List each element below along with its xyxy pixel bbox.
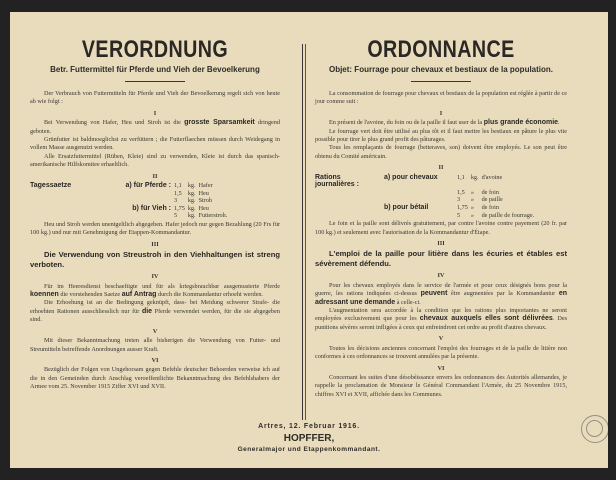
unit: kg. (187, 204, 196, 212)
french-s4-p1 (315, 282, 567, 307)
item: Heu (198, 189, 209, 197)
ration-group-b: b) pour bétail (384, 204, 429, 212)
ration-group-a: a) für Pferde : (125, 182, 171, 190)
item: Heu (198, 204, 209, 212)
emphasis: grosste Sparsamkeit (184, 119, 255, 127)
emphasis: koennen (30, 291, 59, 299)
french-s1-p3: Tous les remplaçants de fourrage (betteraves, son) doivent être employés. Le son peut être obtenu du Comité américain. (315, 144, 567, 160)
text: Pferde verwendet werden, für die sie abgegeben sind. (30, 307, 280, 324)
german-s1-p2: Grünfutter ist baldmoeglichst zu verfüttern ; die Futterflaechen müssen durch Weidegang in vollem Masse ausgenutzt werden. (30, 136, 280, 152)
section-number: I (439, 109, 443, 117)
french-s2-p1: Le foin et la paille sont délivrés gratuitement, par contre l'avoine contre payement (20 fr. par 100 kg.) et seulement avec l'autorisation de la Kommandantur d'Étape. (315, 220, 567, 236)
french-s3-text: L'emploi de la paille pour litière dans les écuries et étables est sévèrement défendu. (315, 249, 567, 269)
unit: kg. (187, 182, 196, 190)
signatory-rank: Generalmajor und Etappenkommandant. (237, 446, 381, 453)
text: Die Erhoehung ist an die Bedingung geknüpft, dass- bei Meidung schwerer Strafe- die erhoehten Rationen ausschliesslich nur für (30, 299, 280, 315)
french-s4-p2 (315, 307, 567, 332)
german-s1-p1 (30, 119, 280, 136)
ration-label: Tagessaetze (30, 182, 72, 190)
text: En présent de l'avoine, du foin ou de la paille il faut user de la (329, 119, 484, 127)
french-column (315, 30, 567, 399)
signatory-name: HOPFFER, (283, 433, 335, 444)
german-ration-table (30, 182, 230, 220)
section-number: VI (151, 356, 159, 364)
place-date: Artres, 12. Februar 1916. (258, 423, 360, 430)
german-column (30, 30, 280, 392)
divider-rule (411, 81, 471, 82)
unit: kg. (187, 197, 196, 205)
text: . Des punitions sévères seront infligées à ceux qui enfreindront cet ordre au profit d'autres chevaux. (315, 315, 568, 331)
poster-sheet (10, 12, 608, 468)
text: à celle-ci. (395, 298, 421, 306)
item: de paille (481, 196, 503, 204)
ration-group-a: a) pour chevaux (384, 173, 438, 181)
text: . (558, 119, 560, 127)
french-s1-p1 (315, 119, 567, 127)
german-subtitle: Betr. Futtermittel für Pferde und Vieh der Bevoelkerung (50, 65, 260, 74)
section-number: V (438, 335, 444, 343)
qty: 5 (174, 212, 178, 220)
german-s1-p3: Alle Ersatzfuttermittel (Rüben, Kleie) sind zu verwenden, Kleie ist durch das spanisch-amerikanische Hilfskomitee erhaeltlich. (30, 152, 280, 169)
item: de paille de fourrage. (481, 211, 535, 219)
section-number: IV (437, 272, 445, 280)
column-divider (302, 44, 306, 420)
ration-group-b: b) für Vieh : (132, 204, 171, 212)
qty: 1,1 (457, 173, 465, 181)
emphasis: chevaux auxquels elles sont délivrées (419, 315, 553, 323)
qty: 1,5 (174, 189, 182, 197)
german-s4-p1 (30, 283, 280, 300)
french-s1-p2: Le fourrage vert doit être utilisé au plus tôt et il faut mettre les bestiaux en pâture le plus vite possible pour tirer le plus grand profit des pâturages. (315, 127, 567, 144)
qty: 1,1 (174, 182, 182, 190)
section-number: VI (437, 364, 445, 372)
emphasis: peuvent (420, 290, 448, 298)
german-s6-text: Bezüglich der Folgen von Ungehorsam gegen Befehle deutscher Behoerden verweise ich auf die in den Gemeinden durch Anschlag veroeffentlichte Bekanntmachung des Befehlshabers der Armee vom 25. November 1915 Ziffer XVI und XVII. (30, 366, 280, 391)
french-subtitle: Objet: Fourrage pour chevaux et bestiaux de la population. (328, 65, 554, 74)
qty: 5 (457, 211, 461, 219)
section-number: V (152, 327, 158, 335)
text: être augmentées par la Kommandantur (447, 290, 559, 298)
section-number: II (152, 172, 158, 180)
section-number: II (438, 164, 444, 172)
german-title: VERORDNUNG (81, 36, 229, 63)
unit: kg. (187, 212, 196, 220)
item: Futterstroh. (198, 212, 228, 220)
german-s4-p2 (30, 299, 280, 324)
qty: 1,5 (457, 188, 465, 196)
text: die vorstehenden Saetze (58, 291, 122, 299)
item: Stroh (198, 197, 212, 205)
ration-label: Rations journalières : (315, 173, 359, 189)
qty: 1,75 (174, 204, 185, 212)
qty: 3 (174, 197, 178, 205)
unit: kg. (187, 189, 196, 197)
french-s6-text: Concernant les suites d'une désobéissance envers les ordonnances des Autorités allemandes, je rappelle la proclamation de Monsieur le Général Commandant l'Armée, du 25 Novembre 1915, chiffres XVI et XVII, affichée dans les Communes. (315, 373, 567, 398)
unit: » (470, 211, 474, 219)
section-number: III (151, 240, 159, 248)
unit: » (470, 204, 474, 212)
text: Für im Heeresdienst beschaeftigte und für als kriegsbrauchbar ausgemusterte Pferde (44, 282, 280, 290)
text: Pour les chevaux employés dans le service de l'armée et pour ceux désignés bons pour la guerre, les rations indiquées ci-dessus (315, 281, 567, 298)
item: de foin (481, 188, 499, 196)
unit: » (470, 188, 474, 196)
section-number: III (437, 240, 445, 248)
item: de foin (481, 204, 499, 212)
french-ration-table (315, 174, 537, 220)
text: L'augmentation sera accordée à la condition que les rations plus importantes ne seront employées exclusivement que pour les (315, 307, 567, 323)
emphasis: en adressant une demande (315, 290, 567, 306)
text: Bei Verwendung von Hafer, Heu und Stroh ist die (44, 119, 185, 127)
divider-rule (125, 81, 185, 82)
qty: 1,75 (457, 204, 468, 212)
section-number: IV (151, 273, 159, 281)
german-s5-text: Mit dieser Bekanntmachung treten alle bisherigen die Verwendung von Futter- und Streumitteln betreffende Anordnungen ausser Kraft. (30, 337, 280, 353)
emphasis: auf Antrag (121, 291, 157, 299)
french-intro: La consommation de fourrage pour chevaux et bestiaux de la population est réglée à partir de ce jour comme suit : (315, 90, 567, 106)
unit: » (470, 196, 474, 204)
qty: 3 (457, 196, 461, 204)
german-intro: Der Verbrauch von Futtermitteln für Pferde und Vieh der Bevoelkerung regelt sich von heute ab wie folgt : (30, 90, 280, 106)
unit: kg. (470, 173, 479, 181)
item: Hafer (198, 182, 213, 190)
text: dringend geboten. (30, 119, 280, 135)
section-number: I (153, 109, 157, 117)
text: durch die Kommandantur erhoeht werden. (156, 291, 263, 299)
emphasis: plus grande économie (483, 119, 559, 127)
french-s5-text: Toutes les décisions anciennes concernant l'emploi des fourrages et de la paille de litière non conformes à ces ordonnances se trouvent annulées par la présente. (315, 344, 567, 361)
emphasis: die (141, 307, 153, 315)
german-s3-text: Die Verwendung von Streustroh in den Viehhaltungen ist streng verboten. (30, 250, 280, 270)
french-title: ORDONNANCE (367, 36, 515, 63)
german-s2-p1: Heu und Stroh werden unentgeltlich abgegeben. Hafer jedoch nur gegen Bezahlung (20 Frs für 100 kg.) und nur mit Genehmigung der Etappen-Kommandantur. (30, 221, 280, 237)
item: d'avoine (481, 173, 503, 181)
